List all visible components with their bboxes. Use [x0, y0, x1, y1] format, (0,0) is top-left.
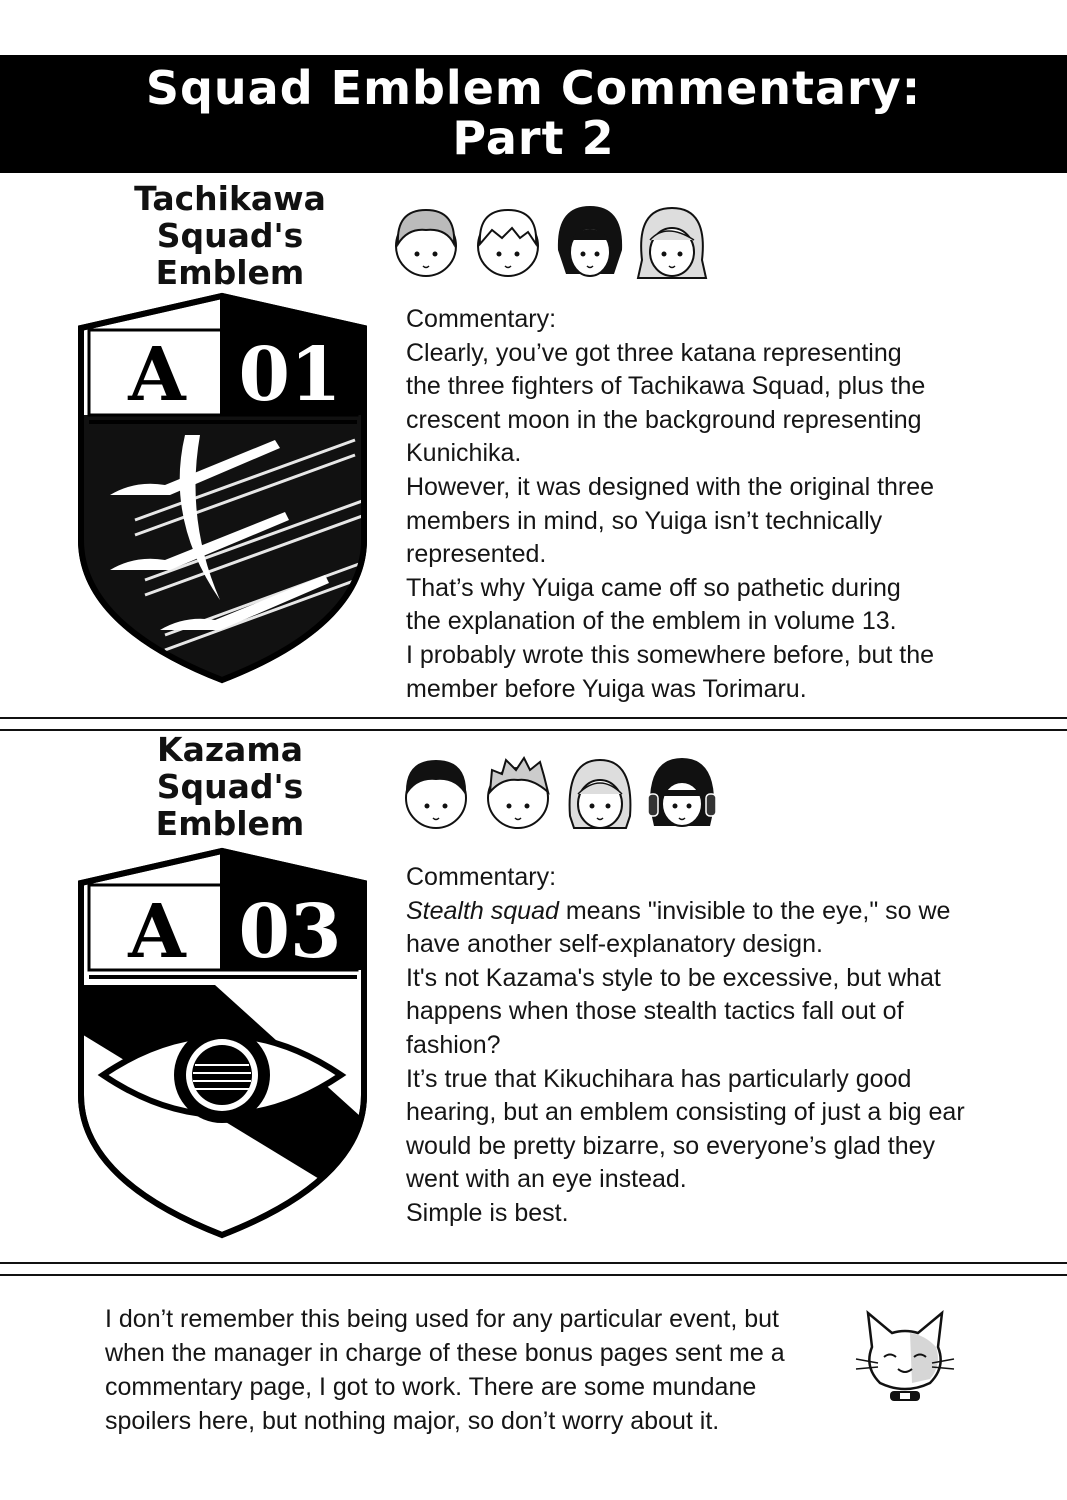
kazama-emblem-letter: A [128, 889, 186, 975]
author-note-line: when the manager in charge of these bonus pages sent me a [105, 1339, 785, 1367]
member-face-icon [646, 752, 718, 836]
kazama-section-title [100, 731, 360, 842]
tachikawa-commentary [406, 303, 934, 706]
commentary-line: members in mind, so Yuiga isn’t technically [406, 506, 883, 535]
commentary-line: crescent moon in the background representing [406, 405, 922, 434]
kazama-member-faces [400, 752, 718, 836]
commentary-line-rest: means "invisible to the eye," so we [558, 896, 951, 925]
kazama-commentary [406, 861, 965, 1231]
commentary-line: member before Yuiga was Torimaru. [406, 674, 807, 703]
member-face-icon [554, 200, 626, 284]
author-note [105, 1302, 785, 1438]
page-title: Squad Emblem Commentary: [145, 61, 922, 115]
author-note-line: commentary page, I got to work. There are some mundane [105, 1373, 757, 1401]
commentary-line: Kunichika. [406, 439, 522, 468]
section-divider [0, 717, 1067, 719]
commentary-line: Clearly, you’ve got three katana representing [406, 338, 902, 367]
kazama-emblem [75, 845, 370, 1240]
commentary-line: fashion? [406, 1030, 501, 1059]
page-title-banner [0, 55, 1067, 173]
tachikawa-title-line: Tachikawa [134, 179, 326, 218]
commentary-line: went with an eye instead. [406, 1165, 687, 1194]
member-face-icon [636, 200, 708, 284]
commentary-line [406, 895, 965, 929]
commentary-line: happens when those stealth tactics fall out of [406, 997, 904, 1026]
commentary-line: hearing, but an emblem consisting of just a big ear [406, 1098, 965, 1127]
commentary-line: That’s why Yuiga came off so pathetic during [406, 573, 901, 602]
tachikawa-emblem-number: 01 [238, 332, 342, 418]
commentary-line: represented. [406, 540, 547, 569]
member-face-icon [400, 752, 472, 836]
commentary-line: Commentary: [406, 863, 557, 891]
commentary-line: Commentary: [406, 305, 557, 333]
commentary-line: would be pretty bizarre, so everyone’s glad they [406, 1131, 936, 1160]
commentary-line: the explanation of the emblem in volume 13. [406, 607, 897, 636]
member-face-icon [472, 200, 544, 284]
tachikawa-section-title [100, 180, 360, 291]
commentary-line: However, it was designed with the original three [406, 472, 935, 501]
section-divider [0, 1274, 1067, 1276]
author-note-line: spoilers here, but nothing major, so don’t worry about it. [105, 1407, 720, 1435]
author-note-line: I don’t remember this being used for any particular event, but [105, 1305, 779, 1333]
member-face-icon [482, 752, 554, 836]
kazama-emblem-number: 03 [238, 889, 342, 975]
member-face-icon [390, 200, 462, 284]
kazama-title-line: Emblem [155, 804, 305, 843]
commentary-line: I probably wrote this somewhere before, but the [406, 640, 935, 669]
tachikawa-member-faces [390, 200, 708, 284]
member-face-icon [564, 752, 636, 836]
tachikawa-title-line: Emblem [155, 253, 305, 292]
commentary-line: the three fighters of Tachikawa Squad, plus the [406, 372, 926, 401]
kazama-title-line: Squad's [156, 767, 304, 806]
commentary-line: have another self-explanatory design. [406, 930, 823, 959]
cat-mascot-icon [850, 1307, 960, 1407]
commentary-line: It's not Kazama's style to be excessive, but what [406, 963, 941, 992]
page-subtitle: Part 2 [452, 111, 615, 165]
commentary-italic-term: Stealth squad [406, 896, 559, 925]
commentary-line: Simple is best. [406, 1198, 569, 1227]
tachikawa-emblem [75, 290, 370, 685]
tachikawa-emblem-letter: A [128, 332, 186, 418]
kazama-title-line: Kazama [157, 730, 303, 769]
section-divider [0, 1262, 1067, 1264]
commentary-line: It’s true that Kikuchihara has particularly good [406, 1064, 912, 1093]
tachikawa-title-line: Squad's [156, 216, 304, 255]
